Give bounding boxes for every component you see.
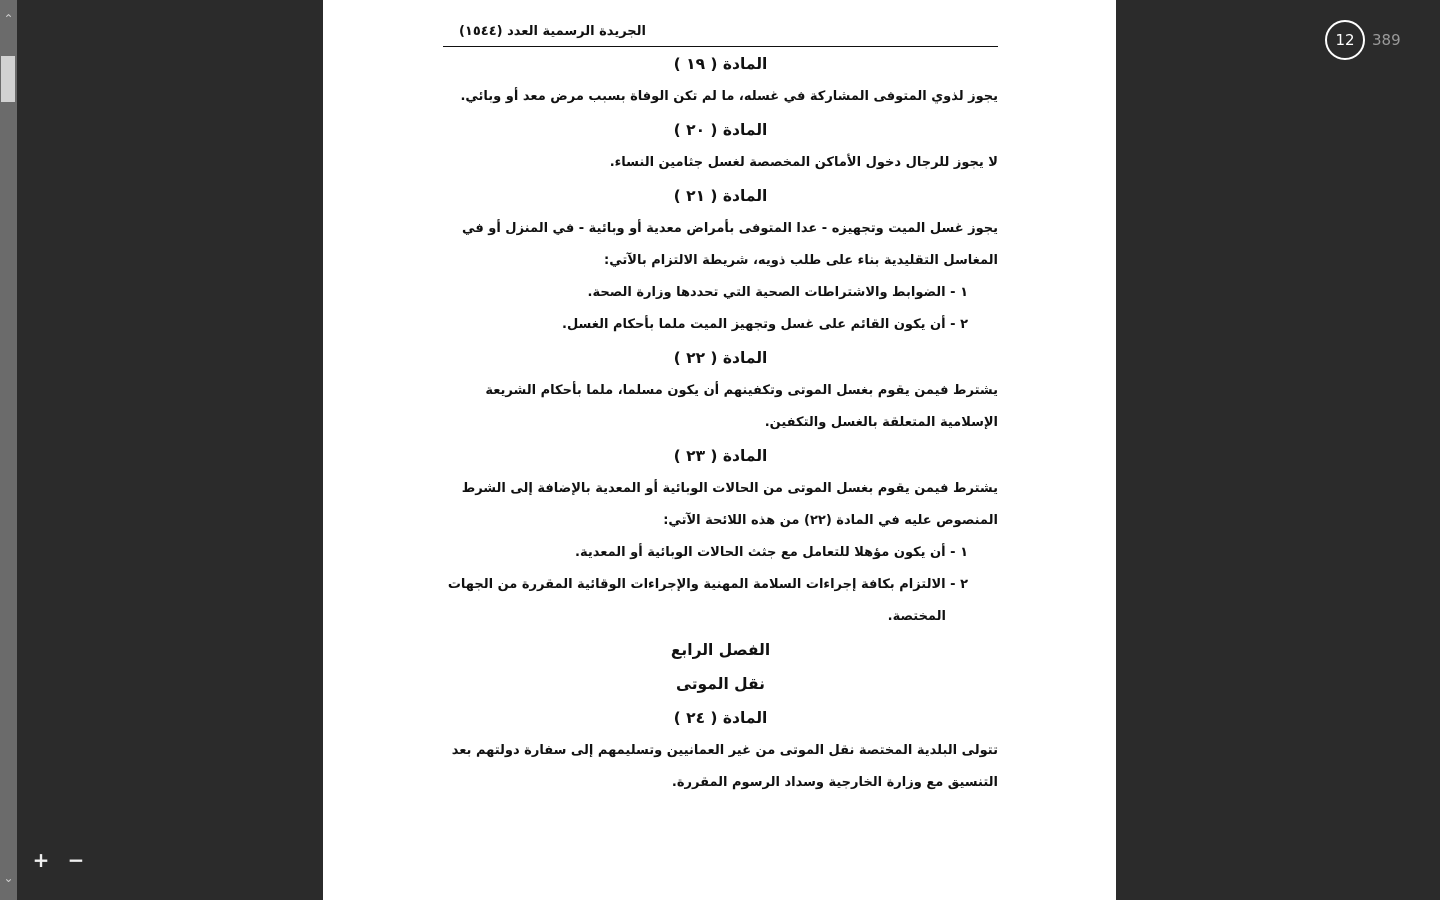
document-body: [443, 47, 998, 799]
zoom-in-button[interactable]: +: [32, 848, 50, 872]
zoom-out-button[interactable]: −: [67, 848, 85, 872]
list-item: ١ - الضوابط والاشتراطات الصحية التي تحددها وزارة الصحة.: [587, 285, 968, 300]
total-pages-label: 389: [1372, 31, 1401, 49]
chevron-up-icon[interactable]: ⌃: [3, 12, 14, 26]
article-heading: المادة ( ٢٤ ): [673, 709, 768, 727]
paragraph-line: يجوز غسل الميت وتجهيزه - عدا المتوفى بأمراض معدية أو وبائية - في المنزل أو في: [462, 221, 998, 236]
current-page-indicator[interactable]: 12: [1325, 20, 1365, 60]
document-page: [323, 0, 1116, 900]
article-heading: نقل الموتى: [676, 675, 765, 693]
paragraph-line: يشترط فيمن يقوم بغسل الموتى وتكفينهم أن يكون مسلما، ملما بأحكام الشريعة: [485, 383, 998, 398]
document-content: [443, 20, 998, 799]
paragraph-line: التنسيق مع وزارة الخارجية وسداد الرسوم المقررة.: [671, 775, 998, 790]
article-heading: المادة ( ٢٠ ): [673, 121, 768, 139]
article-heading: المادة ( ٢١ ): [673, 187, 768, 205]
paragraph-line: لا يجوز للرجال دخول الأماكن المخصصة لغسل جثامين النساء.: [609, 155, 998, 170]
paragraph-line: الإسلامية المتعلقة بالغسل والتكفين.: [764, 415, 998, 430]
scrollbar-thumb[interactable]: [1, 56, 15, 102]
list-item: ١ - أن يكون مؤهلا للتعامل مع جثث الحالات الوبائية أو المعدية.: [575, 545, 968, 560]
chevron-down-icon[interactable]: ⌄: [3, 871, 14, 885]
paragraph-line: يشترط فيمن يقوم بغسل الموتى من الحالات الوبائية أو المعدية بالإضافة إلى الشرط: [461, 481, 998, 496]
paragraph-line: المنصوص عليه في المادة (٢٢) من هذه اللائحة الآتي:: [663, 513, 998, 528]
paragraph-line: يجوز لذوي المتوفى المشاركة في غسله، ما لم تكن الوفاة بسبب مرض معد أو وبائي.: [460, 89, 998, 104]
list-item: المختصة.: [887, 609, 946, 624]
article-heading: المادة ( ٢٢ ): [673, 349, 768, 367]
paragraph-line: المغاسل التقليدية بناء على طلب ذويه، شريطة الالتزام بالآتي:: [604, 253, 998, 268]
list-item: ٢ - الالتزام بكافة إجراءات السلامة المهنية والإجراءات الوقائية المقررة من الجهات: [447, 577, 968, 592]
list-item: ٢ - أن يكون القائم على غسل وتجهيز الميت ملما بأحكام الغسل.: [562, 317, 968, 332]
article-heading: المادة ( ٢٣ ): [673, 447, 768, 465]
vertical-scrollbar[interactable]: [0, 0, 17, 900]
gazette-header: الجريدة الرسمية العدد (١٥٤٤): [443, 20, 998, 47]
article-heading: الفصل الرابع: [670, 641, 771, 659]
paragraph-line: تتولى البلدية المختصة نقل الموتى من غير العمانيين وتسليمهم إلى سفارة دولتهم بعد: [451, 743, 998, 758]
article-heading: المادة ( ١٩ ): [673, 55, 768, 73]
